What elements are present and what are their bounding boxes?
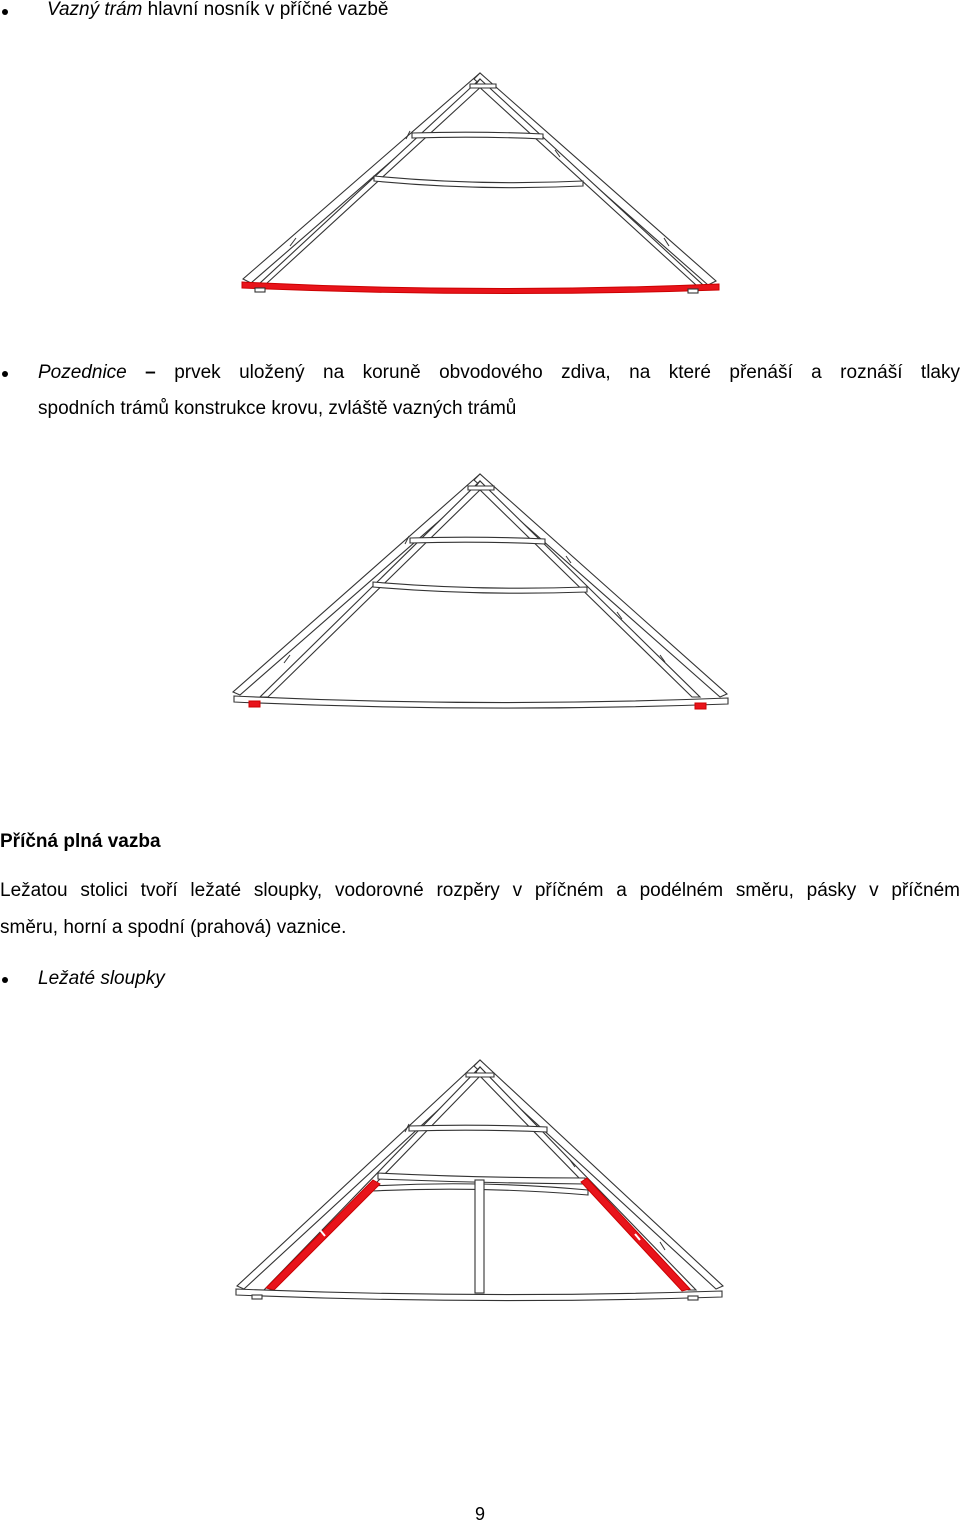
definition: hlavní nosník v příčné vazbě xyxy=(147,0,389,20)
bullet xyxy=(2,977,8,983)
term: Pozednice xyxy=(38,362,127,383)
wall-plate-right xyxy=(695,703,706,709)
paragraph-line-2: směru, horní a spodní (prahová) vaznice. xyxy=(0,917,347,938)
tie-beam-highlight xyxy=(242,282,719,294)
page-number: 9 xyxy=(474,1504,485,1524)
dash: – xyxy=(145,362,156,383)
truss-figure-tie-beam xyxy=(230,60,730,310)
bullet xyxy=(2,9,8,15)
truss-figure-wall-plate xyxy=(225,465,735,715)
definition-line-2: spodních trámů konstrukce krovu, zvláště vazných trámů xyxy=(38,398,517,419)
truss-figure-raking-posts xyxy=(230,1050,730,1310)
definition-line-1: prvek uložený na koruně obvodového zdiva, na které přenáší a roznáší tlaky xyxy=(174,362,960,383)
paragraph-line-1: Ležatou stolici tvoří ležaté sloupky, vodorovné rozpěry v příčném a podélném směru, pásky v příčném xyxy=(0,880,960,901)
list-item-vazny-tram xyxy=(47,0,388,28)
list-item-pozednice xyxy=(38,355,960,391)
wall-plate-left xyxy=(249,701,260,707)
list-item-lezate-sloupky xyxy=(38,961,165,997)
bullet xyxy=(2,371,8,377)
section-heading: Příčná plná vazba xyxy=(0,831,161,852)
term: Ležaté sloupky xyxy=(38,968,165,989)
term: Vazný trám xyxy=(47,0,143,20)
